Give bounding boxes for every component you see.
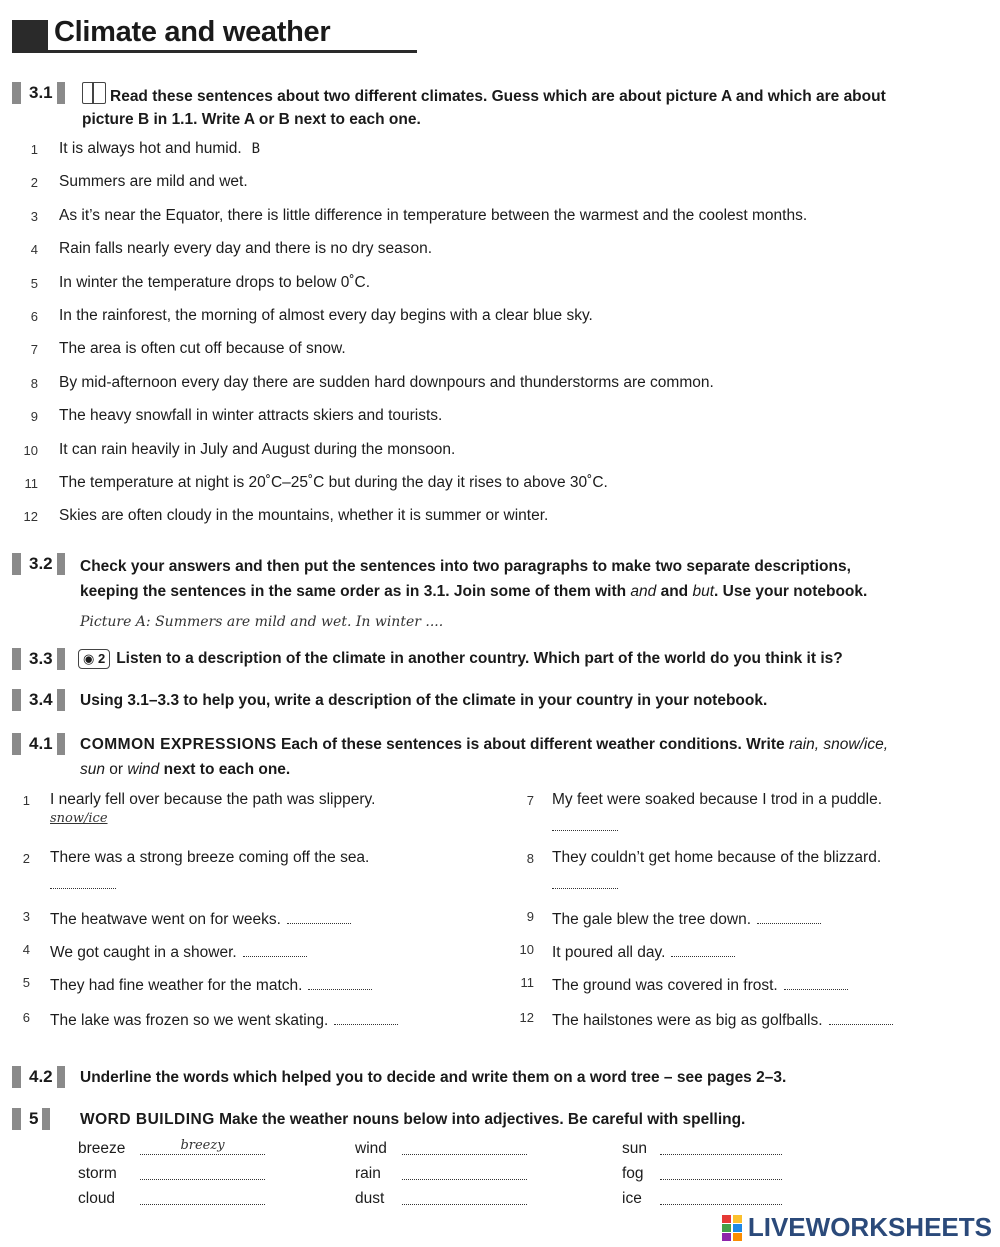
sentence-text: I nearly fell over because the path was slippery. xyxy=(50,791,376,808)
page-title: Climate and weather xyxy=(54,16,331,48)
sentence-text: They had fine weather for the match. xyxy=(50,977,303,994)
adjective-input[interactable] xyxy=(660,1138,782,1155)
sentence-3-1 xyxy=(59,140,260,158)
title-bar xyxy=(12,16,417,53)
section-label-5: 5 xyxy=(12,1108,50,1130)
item-number: 12 xyxy=(23,509,38,525)
adjective-input[interactable] xyxy=(660,1163,782,1180)
sentence-3-1 xyxy=(59,274,370,292)
sentence-3-1 xyxy=(59,374,714,392)
item-number: 7 xyxy=(526,793,534,808)
sentence-3-1 xyxy=(59,207,807,225)
section-label-3-4: 3.4 xyxy=(12,689,65,711)
noun-word: dust xyxy=(355,1190,385,1207)
noun-word: breeze xyxy=(78,1140,126,1157)
sentence-text: The ground was covered in frost. xyxy=(552,977,778,994)
sentence-text: By mid-afternoon every day there are sudden hard downpours and thunderstorms are common. xyxy=(59,373,714,391)
adjective-input[interactable] xyxy=(140,1188,265,1205)
section-3-2-example: Picture A: Summers are mild and wet. In winter .... xyxy=(80,614,444,630)
item-number: 9 xyxy=(30,409,38,425)
sentence-4-1 xyxy=(552,940,735,962)
sentence-4-1 xyxy=(552,1008,893,1030)
noun-word: storm xyxy=(78,1165,117,1182)
item-number: 3 xyxy=(22,909,30,924)
sentence-text: As it’s near the Equator, there is little difference in temperature between the warmest and the coolest months. xyxy=(59,206,808,224)
sentence-text: The hailstones were as big as golfballs. xyxy=(552,1012,823,1029)
sentence-text: We got caught in a shower. xyxy=(50,944,237,961)
sentence-text: The temperature at night is 20˚C–25˚C but during the day it rises to above 30˚C. xyxy=(59,474,608,491)
sentence-4-1 xyxy=(50,907,351,929)
item-number: 12 xyxy=(519,1010,534,1025)
sentence-3-1 xyxy=(59,340,346,358)
item-number: 7 xyxy=(30,342,38,358)
sentence-3-1 xyxy=(59,240,432,258)
item-number: 9 xyxy=(526,909,534,924)
answer-field[interactable] xyxy=(50,887,116,889)
item-number: 6 xyxy=(22,1010,30,1025)
adjective-input[interactable] xyxy=(402,1188,527,1205)
logo-icon xyxy=(722,1215,744,1241)
answer-field[interactable] xyxy=(334,1008,398,1025)
noun-word: wind xyxy=(355,1140,387,1157)
noun-word: cloud xyxy=(78,1190,116,1207)
noun-word: rain xyxy=(355,1165,381,1182)
section-4-2-instruction: Underline the words which helped you to decide and write them on a word tree – see pages 2–3. xyxy=(80,1069,787,1086)
answer-field[interactable] xyxy=(784,973,848,990)
sentence-4-1 xyxy=(552,907,821,929)
sentence-text: The gale blew the tree down. xyxy=(552,911,752,928)
noun-word: sun xyxy=(622,1140,647,1157)
answer-field[interactable] xyxy=(308,973,372,990)
sentence-3-1 xyxy=(59,507,548,525)
sentence-text: The area is often cut off because of snow. xyxy=(59,340,346,358)
noun-word: ice xyxy=(622,1190,642,1207)
section-label-4-1: 4.1 xyxy=(12,733,65,755)
sentence-text: They couldn’t get home because of the blizzard. xyxy=(552,849,882,866)
adjective-input[interactable] xyxy=(140,1163,265,1180)
sentence-text: The heatwave went on for weeks. xyxy=(50,911,281,928)
noun-word: fog xyxy=(622,1165,644,1182)
answer-field[interactable] xyxy=(243,940,307,957)
item-number: 3 xyxy=(30,208,38,224)
sentence-4-1 xyxy=(50,849,369,867)
sentence-4-1 xyxy=(50,791,375,809)
sentence-4-1 xyxy=(552,973,848,995)
answer-field[interactable] xyxy=(829,1008,893,1025)
cd-track-icon: ◉ 2 xyxy=(78,649,110,669)
footer-text: LIVEWORKSHEETS xyxy=(747,1212,992,1242)
adjective-input[interactable]: breezy xyxy=(140,1138,265,1155)
sentence-3-1 xyxy=(59,407,442,425)
answer-field[interactable]: B xyxy=(251,141,261,157)
item-number: 8 xyxy=(526,851,534,866)
item-number: 10 xyxy=(519,942,534,957)
item-number: 1 xyxy=(30,142,38,157)
section-3-2-line2: keeping the sentences in the same order as in 3.1. Join some of them with and and but. Use your notebook. xyxy=(80,583,868,600)
item-number: 2 xyxy=(22,851,30,866)
section-5-instruction: WORD BUILDING Make the weather nouns below into adjectives. Be careful with spelling. xyxy=(80,1111,746,1128)
section-3-4-instruction: Using 3.1–3.3 to help you, write a description of the climate in your country in your notebook. xyxy=(80,692,768,709)
sentence-4-1 xyxy=(50,973,372,995)
item-number: 10 xyxy=(23,442,38,458)
item-number: 6 xyxy=(30,309,38,324)
section-3-1-instruction: Read these sentences about two different climates. Guess which are about picture A and which are about xyxy=(82,82,982,109)
adjective-input[interactable] xyxy=(402,1138,527,1155)
answer-field[interactable] xyxy=(757,907,821,924)
adjective-input[interactable] xyxy=(402,1163,527,1180)
adjective-input[interactable] xyxy=(660,1188,782,1205)
sentence-4-1 xyxy=(50,940,307,962)
sentence-text: There was a strong breeze coming off the sea. xyxy=(50,849,370,866)
section-label-4-2: 4.2 xyxy=(12,1066,65,1088)
answer-field[interactable] xyxy=(671,940,735,957)
sentence-text: In winter the temperature drops to below 0˚C. xyxy=(59,273,371,291)
sentence-3-1 xyxy=(59,307,593,325)
sentence-4-1 xyxy=(50,1008,398,1030)
section-label-3-1: 3.1 xyxy=(12,82,65,104)
sentence-text: The lake was frozen so we went skating. xyxy=(50,1012,329,1029)
book-icon xyxy=(82,82,106,104)
answer-field[interactable]: snow/ice xyxy=(50,811,108,826)
sentence-text: Rain falls nearly every day and there is no dry season. xyxy=(59,240,433,258)
item-number: 5 xyxy=(30,275,38,291)
sentence-3-1 xyxy=(59,441,455,459)
sentence-3-1 xyxy=(59,173,248,191)
title-block xyxy=(12,20,48,50)
sentence-4-1 xyxy=(552,849,881,867)
sentence-text: The heavy snowfall in winter attracts skiers and tourists. xyxy=(59,407,443,425)
item-number: 11 xyxy=(520,975,534,990)
liveworksheets-logo xyxy=(722,1212,992,1243)
answer-field[interactable] xyxy=(287,907,351,924)
answer-field[interactable] xyxy=(552,829,618,831)
item-number: 1 xyxy=(22,793,30,808)
answer-field[interactable] xyxy=(552,887,618,889)
section-3-3-instruction: ◉ 2 Listen to a description of the climate in another country. Which part of the world do you think it is? xyxy=(78,646,843,671)
section-3-1-instruction-line2: picture B in 1.1. Write A or B next to each one. xyxy=(82,111,421,128)
item-number: 11 xyxy=(24,476,38,491)
item-number: 2 xyxy=(30,175,38,191)
item-number: 5 xyxy=(22,975,30,990)
section-4-1-line1: COMMON EXPRESSIONS Each of these sentences is about different weather conditions. Write rain, snow/ice, xyxy=(80,736,889,753)
sentence-text: It is always hot and humid. xyxy=(59,140,242,157)
sentence-text: My feet were soaked because I trod in a puddle. xyxy=(552,791,883,808)
section-4-1-line2: sun or wind next to each one. xyxy=(80,761,291,778)
sentence-text: It poured all day. xyxy=(552,944,666,961)
section-label-3-3: 3.3 xyxy=(12,648,65,670)
sentence-text: Skies are often cloudy in the mountains, whether it is summer or winter. xyxy=(59,507,549,525)
section-label-3-2: 3.2 xyxy=(12,553,65,575)
sentence-text: In the rainforest, the morning of almost every day begins with a clear blue sky. xyxy=(59,307,593,324)
sentence-3-1 xyxy=(59,474,608,492)
sentence-text: Summers are mild and wet. xyxy=(59,173,248,191)
item-number: 4 xyxy=(30,242,38,258)
item-number: 4 xyxy=(22,942,30,957)
section-3-2-line1: Check your answers and then put the sentences into two paragraphs to make two separate descriptions, xyxy=(80,558,851,575)
sentence-4-1 xyxy=(552,791,882,809)
sentence-text: It can rain heavily in July and August during the monsoon. xyxy=(59,440,456,458)
item-number: 8 xyxy=(30,375,38,391)
